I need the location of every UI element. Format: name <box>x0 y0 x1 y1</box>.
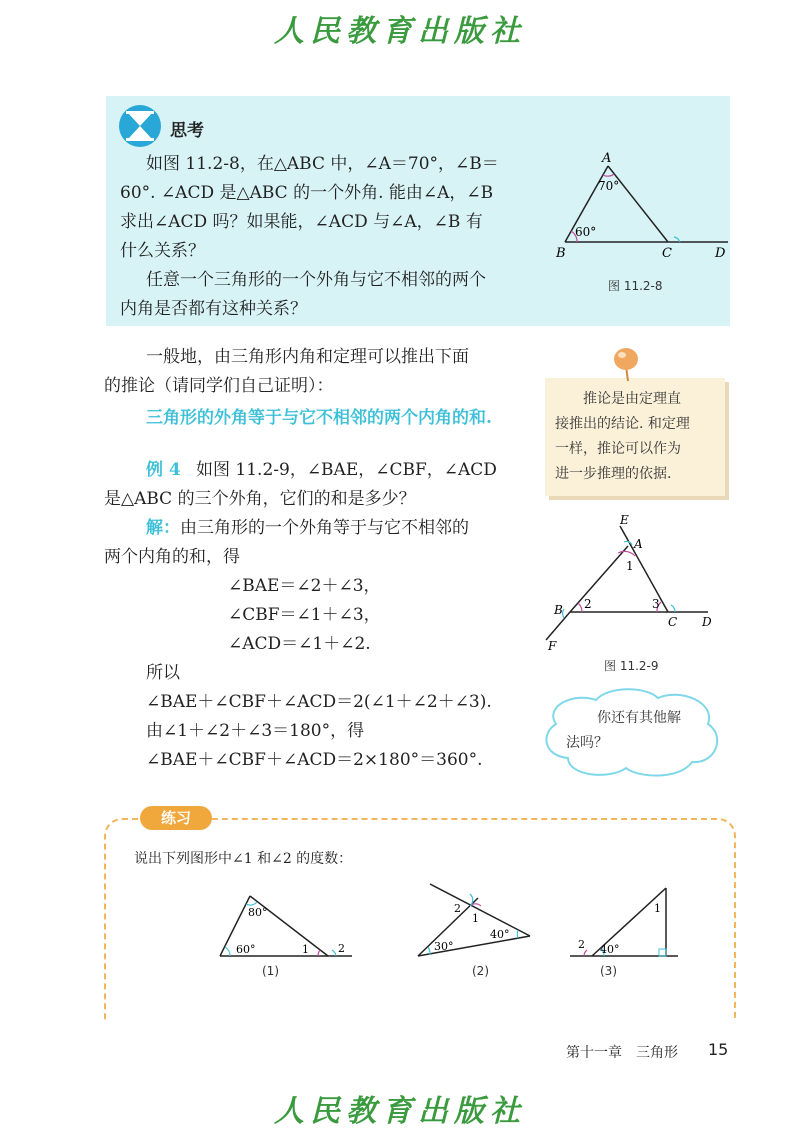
figure-11-2-8-caption: 图 11.2-8 <box>608 279 663 293</box>
think-line-4: 什么关系？ <box>120 241 205 261</box>
think-title: 思考 <box>170 121 204 141</box>
solution-line-2: 两个内角的和，得 <box>104 547 240 567</box>
fig2-angle-b: 40° <box>490 928 510 941</box>
think-line-6: 内角是否都有这种关系？ <box>120 299 307 319</box>
think-line-1: 如图 11.2-8，在△ABC 中，∠A＝70°，∠B＝ <box>146 154 499 174</box>
label-F: F <box>548 639 557 652</box>
equation-3: ∠ACD＝∠1＋∠2. <box>228 634 371 654</box>
label-C: C <box>662 246 672 261</box>
fig1-angle-a: 80° <box>248 906 268 919</box>
solution-line-1: 由三角形的一个外角等于与它不相邻的 <box>180 518 469 538</box>
label-D2: D <box>702 615 712 629</box>
example-label: 例 4 <box>146 460 181 480</box>
fig2-angle-2: 2 <box>454 902 461 915</box>
tail-line-1: ∠BAE＋∠CBF＋∠ACD＝2(∠1＋∠2＋∠3). <box>146 692 492 712</box>
pushpin-icon <box>612 346 642 382</box>
label-B2: B <box>554 603 563 617</box>
fig1-caption: (1) <box>262 964 279 978</box>
chapter-label: 第十一章 三角形 <box>566 1045 678 1061</box>
example-line-2: 是△ABC 的三个外角，它们的和是多少？ <box>104 489 416 509</box>
fig3-caption: (3) <box>600 964 617 978</box>
think-line-2: 60°. ∠ACD 是△ABC 的一个外角. 能由∠A，∠B <box>120 183 494 203</box>
publisher-header: 人民教育出版社 <box>274 14 526 49</box>
fig3-angle-a: 40° <box>600 943 620 956</box>
label-B: B <box>556 246 566 261</box>
so-text: 所以 <box>146 663 180 683</box>
fig2-angle-1: 1 <box>472 912 479 925</box>
fig1-angle-1: 1 <box>302 943 309 956</box>
angle-1-label: 1 <box>626 559 634 573</box>
fig2-angle-a: 30° <box>434 940 454 953</box>
fig3-angle-2: 2 <box>578 938 585 951</box>
label-C2: C <box>668 615 678 629</box>
angle-B-label: 60° <box>575 225 597 239</box>
label-E: E <box>620 513 629 527</box>
cloud-line-1: 你还有其他解 <box>597 710 681 726</box>
figure-11-2-9 <box>540 512 720 652</box>
page-number: 15 <box>708 1040 729 1059</box>
exercise-figure-1 <box>210 888 360 963</box>
fig3-angle-1: 1 <box>654 902 661 915</box>
note-line-1: 推论是由定理直 <box>583 391 681 407</box>
corollary-text: 三角形的外角等于与它不相邻的两个内角的和. <box>146 408 492 428</box>
angle-A-label: 70° <box>598 179 620 193</box>
intro-line-1: 一般地，由三角形内角和定理可以推出下面 <box>146 347 469 367</box>
label-D: D <box>715 246 726 261</box>
note-line-3: 一样，推论可以作为 <box>555 441 681 457</box>
think-line-3: 求出∠ACD 吗？如果能，∠ACD 与∠A，∠B 有 <box>120 212 483 232</box>
example-line-1: 如图 11.2-9，∠BAE，∠CBF，∠ACD <box>196 460 497 480</box>
label-A2: A <box>634 537 643 551</box>
think-line-5: 任意一个三角形的一个外角与它不相邻的两个 <box>146 270 486 290</box>
solution-label: 解： <box>146 518 180 538</box>
figure-11-2-8 <box>550 150 730 270</box>
label-A: A <box>602 151 612 166</box>
fig1-angle-b: 60° <box>236 943 256 956</box>
tail-line-3: ∠BAE＋∠CBF＋∠ACD＝2×180°＝360°. <box>146 750 483 770</box>
cloud-line-2: 法吗？ <box>566 735 608 751</box>
note-line-4: 进一步推理的依据. <box>555 466 672 482</box>
exercise-figure-3 <box>566 884 686 964</box>
hourglass-icon <box>118 104 162 148</box>
intro-line-2: 的推论（请同学们自己证明）： <box>104 376 334 396</box>
exercise-figure-2 <box>414 880 538 960</box>
tail-line-2: 由∠1＋∠2＋∠3＝180°，得 <box>146 721 365 741</box>
exercise-label: 练习 <box>140 806 212 830</box>
note-line-2: 接推出的结论. 和定理 <box>555 416 690 432</box>
fig1-angle-2: 2 <box>338 942 345 955</box>
angle-3-label: 3 <box>652 597 660 611</box>
equation-1: ∠BAE＝∠2＋∠3， <box>228 576 381 596</box>
figure-11-2-9-caption: 图 11.2-9 <box>604 659 659 673</box>
angle-2-label: 2 <box>584 597 592 611</box>
publisher-footer: 人民教育出版社 <box>274 1094 526 1129</box>
equation-2: ∠CBF＝∠1＋∠3， <box>228 605 381 625</box>
exercise-prompt: 说出下列图形中∠1 和∠2 的度数： <box>134 851 353 867</box>
fig2-caption: (2) <box>472 964 489 978</box>
thought-cloud <box>534 684 730 784</box>
